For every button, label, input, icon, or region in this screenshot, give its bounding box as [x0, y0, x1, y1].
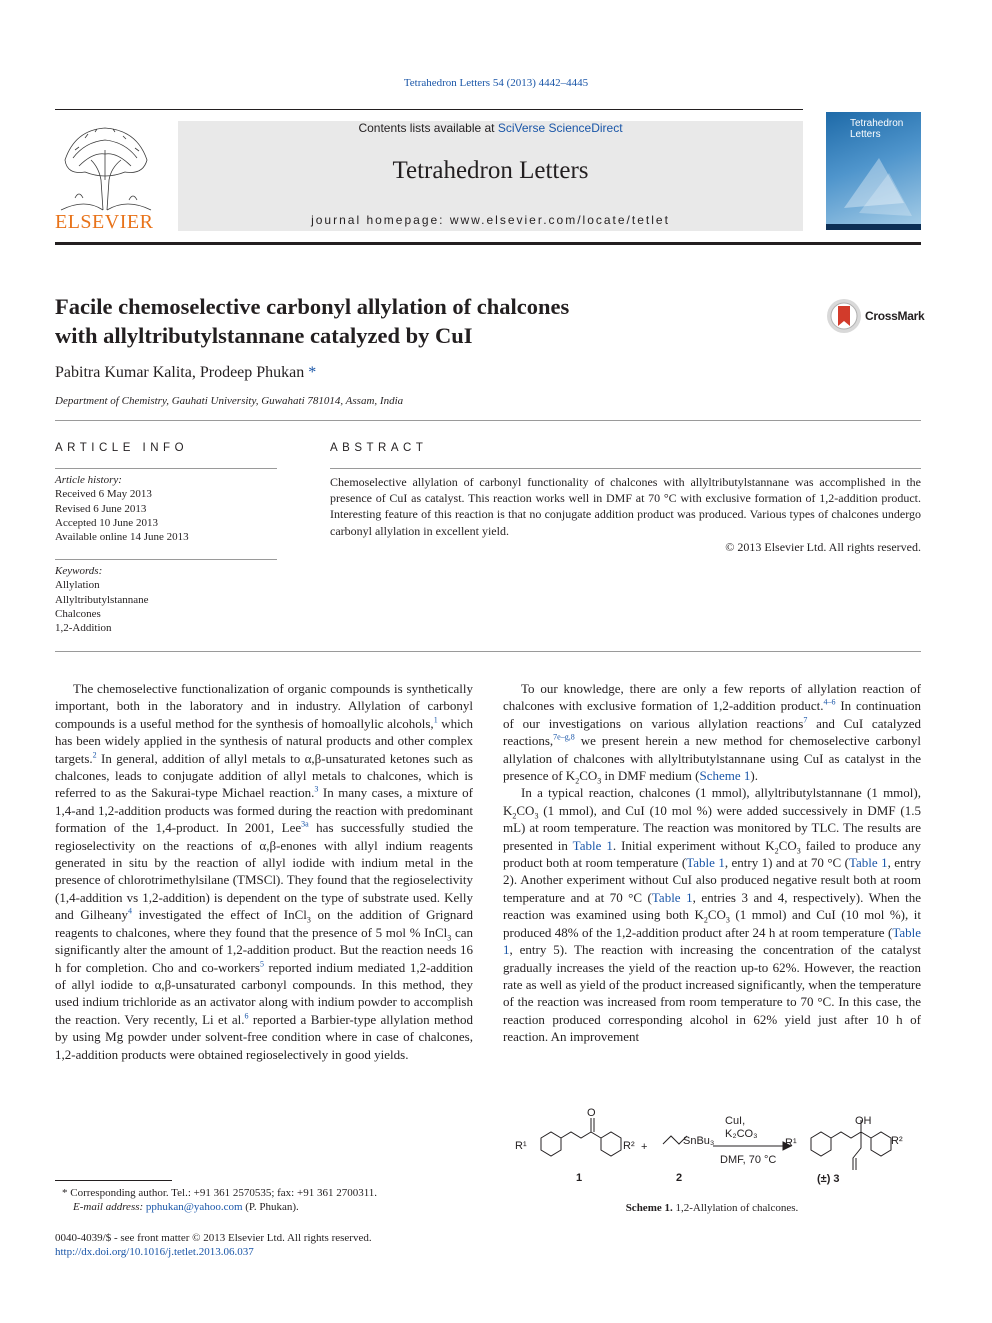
compound-1-label: 1 — [576, 1172, 583, 1184]
benzene-ring — [541, 1132, 561, 1156]
hydroxyl-label: OH — [855, 1115, 872, 1127]
abstract-heading: ABSTRACT — [330, 442, 428, 454]
benzene-ring — [601, 1132, 621, 1156]
journal-homepage[interactable]: journal homepage: www.elsevier.com/locate/tetlet — [311, 213, 670, 227]
carbonyl-oxygen-label: O — [587, 1108, 596, 1119]
reagent-k2co3: K₂CO₃ — [725, 1128, 758, 1140]
info-rule-1 — [55, 468, 277, 469]
scheme-caption-text: 1,2-Allylation of chalcones. — [672, 1202, 799, 1214]
authors — [55, 364, 316, 382]
article-info-heading: ARTICLE INFO — [55, 442, 189, 454]
benzene-ring — [871, 1132, 891, 1156]
elsevier-wordmark: ELSEVIER — [55, 211, 154, 233]
substituent-r2: R² — [623, 1140, 635, 1152]
keywords-label: Keywords: — [55, 565, 103, 577]
scheme-caption-label: Scheme 1. — [625, 1202, 673, 1214]
history-revised: Revised 6 June 2013 — [55, 502, 147, 515]
journal-citation[interactable]: Tetrahedron Letters 54 (2013) 4442–4445 — [403, 77, 589, 89]
keywords — [55, 564, 277, 635]
article-history — [55, 473, 277, 544]
product-substituent-r2: R² — [891, 1135, 903, 1147]
email-suffix: (P. Phukan). — [242, 1201, 299, 1213]
footnote-rule — [55, 1180, 172, 1181]
plus-sign: + — [641, 1141, 648, 1153]
history-online: Available online 14 June 2013 — [55, 531, 189, 544]
history-received: Received 6 May 2013 — [55, 488, 152, 501]
paragraph: To our knowledge, there are only a few reports of allylation reaction of chalcones with exclusive formation of 1,2-addition product.$^{4-6}$ In continuation of our investigations on various allylation reactions$^7$ and CuI catalyzed reactions,$^{7e-g,8}$ we present herein a new method for chemoselective carbonyl allylation of chalcones with allyltributylstannane using CuI as catalyst in the presence of $K_2CO_3$ in DMF medium (Scheme 1). — [503, 681, 922, 786]
scheme-caption — [503, 1202, 921, 1214]
doi-link[interactable]: http://dx.doi.org/10.1016/j.tetlet.2013.06.037 — [55, 1246, 254, 1258]
email-label: E-mail address: — [73, 1201, 146, 1213]
reaction-conditions: DMF, 70 °C — [720, 1154, 777, 1166]
keyword: Chalcones — [55, 607, 101, 620]
affiliation: Department of Chemistry, Gauhati University, Guwahati 781014, Assam, India — [55, 395, 404, 407]
abstract-rule — [330, 468, 921, 469]
corresponding-author-note: * Corresponding author. Tel.: +91 361 2570535; fax: +91 361 2700311. — [62, 1187, 378, 1199]
snbu3-label: SnBu₃ — [683, 1135, 715, 1147]
abstract-body — [330, 474, 921, 555]
benzene-ring — [811, 1132, 831, 1156]
elsevier-tree-logo — [55, 120, 155, 212]
front-matter — [55, 1231, 475, 1259]
history-label: Article history: — [55, 474, 122, 486]
compound-3-label: (±) 3 — [817, 1173, 840, 1185]
keyword: Allylation — [55, 579, 100, 592]
contents-line — [178, 121, 803, 135]
author-names: Pabitra Kumar Kalita, Prodeep Phukan — [55, 364, 305, 381]
cover-footer-band — [826, 224, 921, 230]
body-right-column — [503, 680, 921, 1046]
paragraph: In a typical reaction, chalcones (1 mmol), allyltributylstannane (1 mmol), $K_2CO_3$ (1 mmol), and CuI (10 mol %) were added successively in DMF (1.5 mL) at room temperature. The reaction was monitored by TLC. The results are presented in Table 1. Initial experiment without $K_2CO_3$ failed to produce any product both at room temperature (Table 1, entry 1) and at 70 °C (Table 1, entry 2). Another experiment without CuI also produced negative result both at room temperature and at 70 °C (Table 1, entries 3 and 4, respectively). When the reaction was examined using both $K_2CO_3$ (1 mmol) and CuI (10 mol %), it produced 48% of the 1,2-addition product after 24 h at room temperature (Table 1, entry 5). The reaction with increasing the concentration of the catalyst gradually increases the yield of the reaction up-to 62%. However, the reaction rate as well as yield of the product increased significantly, when the temperature of the reaction was increased from room temperature to 70 °C. In this case, the reaction produced corresponding alcohol in 62% yield just after 10 h of reaction. An improvement — [503, 785, 922, 1045]
title-line-2: with allyltributylstannane catalyzed by CuI — [55, 323, 473, 348]
abstract-text: Chemoselective allylation of carbonyl functionality of chalcones with allyltributylstannane was accomplished in the presence of CuI as catalyst. This reaction works well in DMF at 70 °C with exclusive formation of 1,2-addition product. Interesting feature of this reaction is that no conjugate addition product was produced. Various types of chalcones undergo carbonyl allylation in excellent yield. — [330, 475, 921, 538]
cover-graphic — [834, 148, 914, 220]
keyword: Allyltributylstannane — [55, 593, 149, 606]
crossmark-badge[interactable] — [826, 298, 925, 339]
abstract-copyright: © 2013 Elsevier Ltd. All rights reserved. — [725, 539, 921, 554]
issn-line: 0040-4039/$ - see front matter © 2013 Elsevier Ltd. All rights reserved. — [55, 1232, 372, 1244]
journal-cover — [826, 112, 921, 230]
paragraph: The chemoselective functionalization of organic compounds is synthetically important, both in the laboratory and in industry. Allylation of carbonyl compounds is a useful method for the synthesis of homoallylic alcohols,$^1$ which has been widely applied in the synthesis of natural products and other complex targets.$^2$ In general, addition of allyl metals to α,β-unsaturated ketones such as chalcones, leads to conjugate addition of allyl metals to chalcones, which is referred to as the Sakurai-type Michael reaction.$^3$ In many cases, a mixture of 1,4-and 1,2-addition products was formed during the reaction with predominant formation of the 1,4-product. In 2001, Lee$^{3a}$ has successfully studied the regioselectivity on the reactions of α,β-enones with allyl indium reagents generated in situ by the reaction of allyl iodide with indium metal in the presence of chlorotrimethylsilane (TMSCl). They found that the regioselectivity (1,4-addition vs 1,2-addition) is dependent on the type of substrate used. Kelly and Gilheany$^4$ investigated the effect of InCl$_3$ on the addition of Grignard reagents to chalcones, where they found that the presence of 5 mol % InCl$_3$ can significantly alter the amount of 1,2-addition product. But the reaction needs 16 h for completion. Cho and co-workers$^5$ reported indium mediated 1,2-addition of allyl iodide to α,β-unsaturated carbonyl compounds. In this method, they used indium trichloride as an activator along with indium powder to accomplish the reaction. Very recently, Li et al.$^6$ reported a Barbier-type allylation method by using Mg powder under solvent-free condition where in case of chalcones, 1,2-addition products were obtained regioselectively in good yields. — [55, 681, 474, 1062]
reagent-cui: CuI, — [725, 1115, 746, 1127]
journal-title: Tetrahedron Letters — [392, 157, 589, 184]
crossmark-icon — [826, 298, 862, 334]
top-thick-rule — [55, 242, 921, 245]
corresponding-author-mark[interactable]: * — [308, 364, 317, 381]
footnotes — [62, 1186, 482, 1214]
info-rule-2 — [55, 559, 277, 560]
body-left-column — [55, 680, 473, 1063]
sciencedirect-link[interactable]: SciVerse ScienceDirect — [497, 121, 623, 135]
keyword: 1,2-Addition — [55, 622, 112, 635]
cover-title: Tetrahedron Letters — [850, 118, 904, 140]
scheme-1-reaction — [515, 1108, 921, 1192]
title-line-1: Facile chemoselective carbonyl allylation of chalcones — [55, 294, 570, 319]
product-substituent-r1: R¹ — [785, 1137, 797, 1149]
journal-banner — [178, 121, 803, 231]
crossmark-label: CrossMark — [865, 309, 925, 323]
compound-2-label: 2 — [676, 1172, 683, 1184]
history-accepted: Accepted 10 June 2013 — [55, 516, 158, 529]
article-title — [55, 292, 695, 350]
body-top-rule — [55, 651, 921, 652]
info-top-rule — [55, 420, 921, 421]
author-email-link[interactable]: pphukan@yahoo.com — [145, 1201, 243, 1213]
substituent-r1: R¹ — [515, 1140, 527, 1152]
header-rule — [55, 109, 803, 110]
contents-prefix: Contents lists available at — [358, 121, 498, 135]
